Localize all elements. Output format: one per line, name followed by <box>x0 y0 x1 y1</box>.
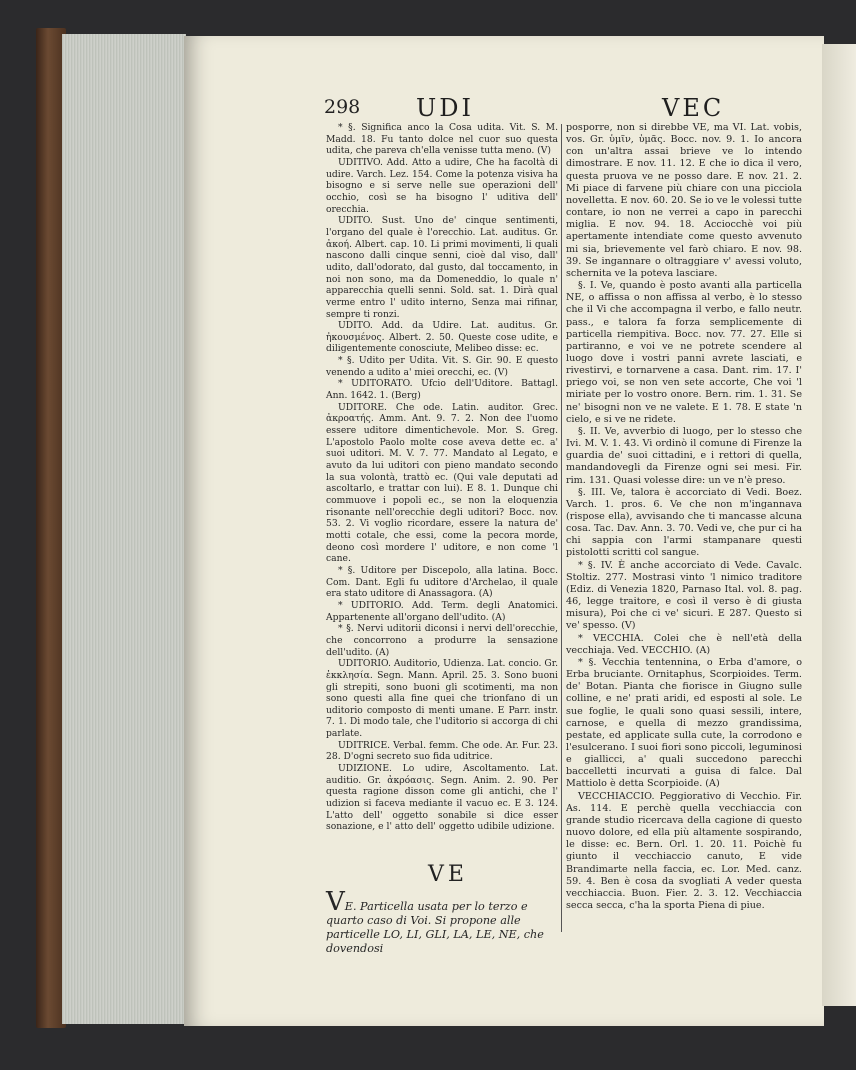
entry: §. I. Ve, quando è posto avanti alla particella NE, o affissa o non affissa al verbo, è lo stesso che il Vi che accompagna il verbo, e fallo neutr. pass., e talora fa forza semplicemente di particella riempitiva. Bocc. nov. 77. 27. Elle si partiranno, e voi ve ne potrete scendere al luogo dove i vostri panni avrete lasciati, e rivestirvi, e tornarvene a casa. Dant. rim. 17. I' priego voi, se non ven sete accorte, Che voi 'l miriate per lo vostro onore. Bern. rim. 1. 31. Se ne' bisogni non ve ne valete. E 1. 78. E state 'n cielo, e si ve ne ridete. <box>566 280 802 425</box>
entry: §. II. Ve, avverbio di luogo, per lo stesso che Ivi. M. V. 1. 43. Vi ordinò il comune di Firenze la guardia de' suoi cittadini, e i rettori di quella, mandandovegli da Firenze ogni sei mesi. Fir. rim. 131. Quasi volesse dire: un ve n'è preso. <box>566 425 802 486</box>
entry: §. III. Ve, talora è accorciato di Vedi. Boez. Varch. 1. pros. 6. Ve che non m'ingannava (rispose ella), avvisando che ti mancasse alcuna cosa. Tac. Dav. Ann. 3. 70. Vedi ve, che pur ci ha chi sappia con l'armi stampanare questi pistolotti scritti col sangue. <box>566 486 802 559</box>
header-left-word: UDI <box>416 94 474 122</box>
entry: * §. Udito per Udita. Vit. S. Gir. 90. E questo venendo a udito a' miei orecchi, ec. (V) <box>326 355 558 378</box>
ve-entry-text: E. Particella usata per lo terzo e quarto caso di Voi. Si propone alle particelle LO, LI, GLI, LA, LE, NE, che dovendosi <box>326 900 544 955</box>
entry: * §. Vecchia tentennina, o Erba d'amore, o Erba bruciante. Ornitaphus, Scorpioides. Term. de' Botan. Pianta che fiorisce in Giugno sulle colline, e ne' prati aridi, ed esposti al sole. Le sue foglie, le quali sono quasi sessili, intere, carnose, e quella di mezzo grandissima, pestate, ed applicate sulla cute, la corrodono e l'esulcerano. I suoi fiori sono piccoli, leguminosi e giallicci, a' quali succedono parecchi baccelletti incurvati a guisa di falce. Dal Mattiolo è detta Scorpioide. (A) <box>566 656 802 790</box>
page-number: 298 <box>324 96 361 118</box>
entry: * VECCHIA. Colei che è nell'età della vecchiaja. Ved. VECCHIO. (A) <box>566 632 802 656</box>
entry: UDITO. Add. da Udire. Lat. auditus. Gr. ἠκουσμένος. Albert. 2. 50. Queste cose udite, e diligentemente conosciute, Melibeo disse: ec. <box>326 320 558 355</box>
entry: * §. Uditore per Discepolo, alla latina. Bocc. Com. Dant. Egli fu uditore d'Archelao, il quale era stato uditore di Anassagora. (A) <box>326 564 558 600</box>
section-heading: VE <box>428 862 468 887</box>
entry: UDITORIO. Auditorio, Udienza. Lat. concio. Gr. ἐκκλησία. Segn. Mann. April. 25. 3. Sono buoni gli strepiti, sono buoni gli scotimenti, ma non sono questi alla fine quei che trionfano di un uditorio composto di menti umane. E Parr. instr. 7. 1. Di modo tale, che l'uditorio si accorga di chi parlate. <box>326 658 558 740</box>
entry: * §. Nervi uditorii diconsi i nervi dell'orecchie, che concorrono a produrre la sensazione dell'udito. (A) <box>326 623 558 658</box>
right-column <box>566 122 802 912</box>
drop-initial: V <box>326 887 345 917</box>
entry: UDITO. Sust. Uno de' cinque sentimenti, l'organo del quale è l'orecchio. Lat. auditus. Gr. ἀκοή. Albert. cap. 10. Li primi movimenti, li quali nascono dalli cinque senni, cioè dal viso, dall' udito, dall'odorato, dal gusto, dal toccamento, in noi non sono, ma da Domeneddio, lo quale n' apparecchia quelli senni. Sold. sat. 1. Dirà qual verme entro l' udito interno, Senza mai rifinar, sempre ti ronzi. <box>326 215 558 320</box>
entry: * §. IV. È anche accorciato di Vede. Cavalc. Stoltiz. 277. Mostrasi vinto 'l nimico traditore (Ediz. di Venezia 1820, Parnaso Ital. vol. 8. pag. 46, legge traitore, e così il verso è di giusta misura), Poi che ci ve' sicuri. E 287. Questo si ve' spesso. (V) <box>566 559 802 632</box>
facing-page-edge <box>822 44 856 1006</box>
entry: UDIZIONE. Lo udire, Ascoltamento. Lat. auditio. Gr. ἀκρόασις. Segn. Anim. 2. 90. Per questa ragione disson come gli antichi, che l' udizion si faceva mediante il vacuo ec. E 3. 124. L'atto dell' oggetto sonabile si dice esser sonazione, e l' atto dell' oggetto udibile udizione. <box>326 763 558 833</box>
entry: * UDITORIO. Add. Term. degli Anatomici. Appartenente all'organo dell'udito. (A) <box>326 599 558 623</box>
column-divider <box>561 124 562 932</box>
page-edges <box>62 34 186 1024</box>
entry: UDITRICE. Verbal. femm. Che ode. Ar. Fur. 23. 28. D'ogni secreto suo fida uditrice. <box>326 739 558 763</box>
entry: VECCHIACCIO. Peggiorativo di Vecchio. Fir. As. 114. E perchè quella vecchiaccia con grande studio ricercava della cagione di questo nuovo dolore, ed ella più altamente sospirando, le disse: ec. Bern. Orl. 1. 20. 11. Poichè fu giunto il vecchiaccio canuto, E vide Brandimarte nella faccia, ec. Lor. Med. canz. 59. 4. Ben è cosa da svogliati A veder questa vecchiaccia. Buon. Fier. 2. 3. 12. Vecchiaccia secca secca, c'ha la sporta Piena di piue. <box>566 790 802 911</box>
entry: UDITIVO. Add. Atto a udire, Che ha facoltà di udire. Varch. Lez. 154. Come la potenza visiva ha bisogno e si serve nelle sue operazioni dell' occhio, così se ha bisogno l' uditiva dell' orecchia. <box>326 156 558 215</box>
entry: posporre, non si direbbe VE, ma VI. Lat. vobis, vos. Gr. ὑμῖν, ὑμᾶς. Bocc. nov. 9. 1. Io ancora con un'altra assai brieve ve lo intendo dimostrare. E nov. 11. 12. E che io dica il vero, questa pruova ve ne posso dare. E nov. 21. 2. Mi piace di farvene più chiare con una picciola novelletta. E nov. 60. 20. Se io ve le volessi tutte contare, io non ne verrei a capo in parecchi miglia. E nov. 94. 18. Acciocchè voi più apertamente intendiate come questo avvenuto mi sia, brievemente vel farò chiaro. E nov. 98. 39. Se ingannare o oltraggiare v' avessi voluto, schernita ve la poteva lasciare. <box>566 122 802 279</box>
entry: * §. Significa anco la Cosa udita. Vit. S. M. Madd. 18. Fu tanto dolce nel cuor suo questa udita, che pareva ch'ella venisse tutta meno. (V) <box>326 122 558 157</box>
entry: UDITORE. Che ode. Latin. auditor. Grec. ἀκροατής. Amm. Ant. 9. 7. 2. Non dee l'uomo essere uditore dimentichevole. Mor. S. Greg. L'apostolo Paolo molte cose aveva dette ec. a' suoi uditori. M. V. 7. 77. Mandato al Legato, e avuto da lui uditori con pieno mandato secondo la sua volontà, trattò ec. (Qui vale deputati ad ascoltarlo, e trattar con lui). E 8. 1. Dunque chi commuove i popoli ec., se non la eloquenzia risonante nell'orecchie degli uditori? Bocc. nov. 53. 2. Vi voglio ricordare, essere la natura de' motti cotale, che essi, come la pecora morde, deono così mordere l' uditore, e non come 'l cane. <box>326 401 558 565</box>
entry: * UDITORATO. Ufcio dell'Uditore. Battagl. Ann. 1642. 1. (Berg) <box>326 378 558 402</box>
header-right-word: VEC <box>662 94 725 122</box>
ve-entry <box>326 887 558 956</box>
left-column <box>326 122 558 833</box>
